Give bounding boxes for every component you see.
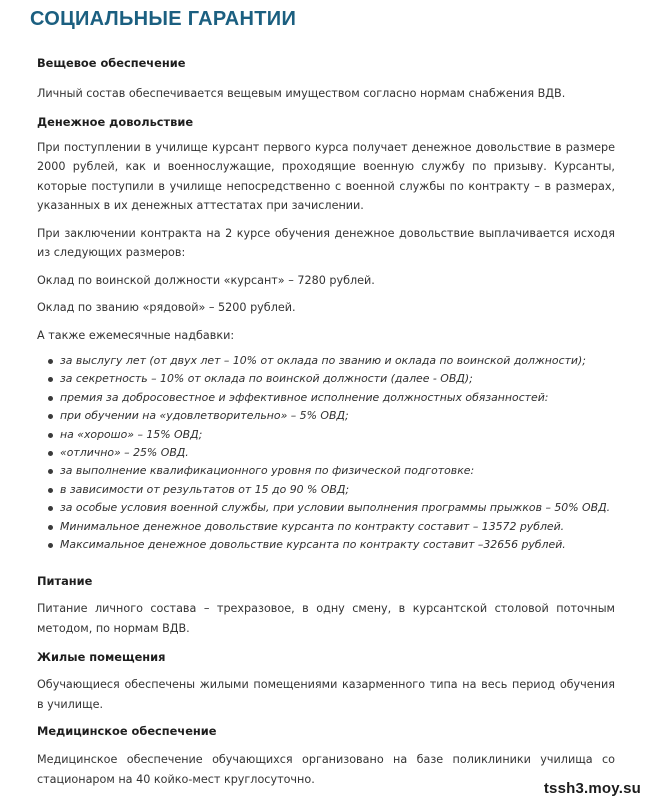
list-item: [37, 518, 615, 536]
allowance-paragraph-3: Оклад по воинской должности «курсант» – 7280 рублей.: [37, 273, 375, 287]
list-item: [37, 407, 615, 425]
list-item-text: на «хорошо» – 15% ОВД;: [60, 427, 203, 441]
clothing-text: Личный состав обеспечивается вещевым имуществом согласно нормам снабжения ВДВ.: [37, 87, 566, 100]
list-item: [37, 499, 615, 517]
bullet-icon: [48, 359, 53, 364]
list-item: [37, 389, 615, 407]
list-item-text: за особые условия военной службы, при условии выполнения программы прыжков – 50% ОВД.: [60, 501, 611, 515]
allowance-paragraph-1: При поступлении в училище курсант первого курса получает денежное довольствие в размере 2000 рублей, как и военнослужащие, проходящие военную службу по призыву. Курсанты, которые поступили в училище непосредственно с военной службы по контракту – в размерах, указанных в их денежных аттестатах при зачислении.: [37, 140, 615, 212]
list-item-text: за выполнение квалификационного уровня по физической подготовке:: [60, 464, 475, 478]
allowance-paragraph-4: Оклад по званию «рядовой» – 5200 рублей.: [37, 301, 296, 314]
list-item: [37, 536, 615, 554]
allowance-paragraph-5: А также ежемесячные надбавки:: [37, 328, 235, 342]
medical-heading: Медицинское обеспечение: [37, 724, 217, 739]
food-text: Питание личного состава – трехразовое, в одну смену, в курсантской столовой поточным методом, по нормам ВДВ.: [37, 602, 615, 635]
list-item: [37, 481, 615, 499]
list-item: [37, 370, 615, 388]
list-item-text: Минимальное денежное довольствие курсанта по контракту составит – 13572 рублей.: [60, 519, 565, 533]
list-item-text: «отлично» – 25% ОВД.: [60, 446, 189, 460]
list-item-text: при обучении на «удовлетворительно» – 5% ОВД;: [60, 409, 349, 423]
list-item: [37, 352, 615, 370]
list-item: [37, 462, 615, 480]
list-item-text: за выслугу лет (от двух лет – 10% от оклада по званию и оклада по воинской должности);: [60, 354, 586, 367]
bullet-icon: [48, 414, 53, 419]
bullet-icon: [48, 488, 53, 493]
list-item: [37, 426, 615, 444]
site-watermark: tssh3.moy.su: [543, 780, 641, 797]
list-item-text: премия за добросовестное и эффективное исполнение должностных обязанностей:: [60, 390, 549, 404]
allowance-paragraph-2: При заключении контракта на 2 курсе обучения денежное довольствие выплачивается исходя из следующих размеров:: [37, 226, 615, 259]
list-item: [37, 444, 615, 462]
housing-heading: Жилые помещения: [37, 650, 166, 665]
bonus-list: [37, 352, 615, 554]
list-item-text: за секретность – 10% от оклада по воинской должности (далее - ОВД);: [60, 372, 473, 386]
list-item-text: Максимальное денежное довольствие курсанта по контракту составит –32656 рублей.: [60, 538, 566, 552]
bullet-icon: [48, 469, 53, 474]
medical-text: Медицинское обеспечение обучающихся организовано на базе поликлиники училища со стационаром на 40 койко-мест круглосуточно.: [37, 753, 615, 786]
bullet-icon: [48, 525, 53, 530]
bullet-icon: [48, 396, 53, 401]
housing-text: Обучающиеся обеспечены жилыми помещениями казарменного типа на весь период обучения в училище.: [37, 678, 615, 711]
allowance-heading: Денежное довольствие: [37, 114, 194, 129]
clothing-heading: Вещевое обеспечение: [37, 56, 186, 70]
bullet-icon: [48, 451, 53, 456]
bullet-icon: [48, 506, 53, 511]
food-heading: Питание: [37, 574, 93, 589]
page-title: СОЦИАЛЬНЫЕ ГАРАНТИИ: [30, 8, 297, 30]
content: [37, 56, 615, 789]
list-item-text: в зависимости от результатов от 15 до 90 % ОВД;: [60, 482, 350, 496]
bullet-icon: [48, 543, 53, 548]
bullet-icon: [48, 377, 53, 382]
bullet-icon: [48, 433, 53, 438]
